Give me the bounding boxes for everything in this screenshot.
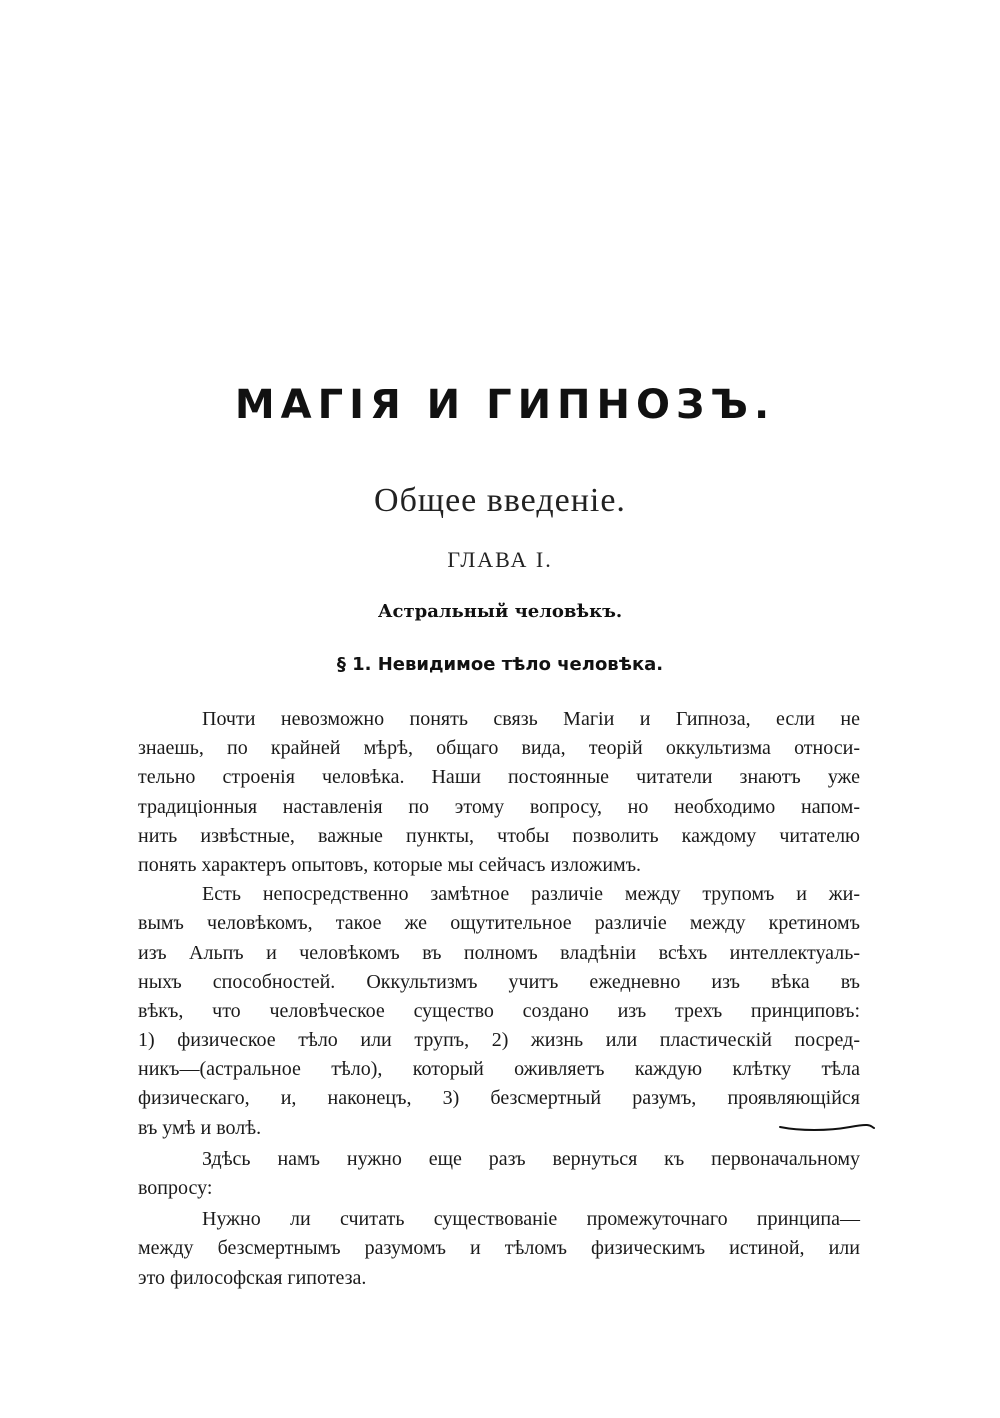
text-line: Здѣсь намъ нужно еще разъ вернуться къ первоначальному: [202, 1147, 860, 1170]
text-line: вѣкъ, что человѣческое существо создано изъ трехъ принциповъ:: [138, 999, 860, 1022]
text-line: ныхъ способностей. Оккультизмъ учитъ ежедневно изъ вѣка въ: [138, 970, 860, 993]
text-line: традиціонныя наставленія по этому вопросу, но необходимо напом-: [138, 795, 860, 818]
text-line: знаешь, по крайней мѣрѣ, общаго вида, теорій оккультизма относи-: [138, 737, 860, 760]
text-line: Почти невозможно понять связь Магіи и Гипноза, если не: [202, 708, 860, 730]
text-line: это философская гипотеза.: [138, 1266, 367, 1289]
text-line: тельно строенія человѣка. Наши постоянные читатели знаютъ уже: [138, 766, 860, 789]
body-text: [138, 705, 860, 1293]
text-line: 1) физическое тѣло или трупъ, 2) жизнь или пластическій посред-: [138, 1029, 860, 1052]
text-line: Есть непосредственно замѣтное различіе между трупомъ и жи-: [202, 883, 860, 906]
section-heading: Астральный человѣкъ.: [377, 601, 623, 622]
page-title: МАГІЯ И ГИПНОЗЪ.: [234, 382, 776, 428]
text-line: Нужно ли считать существованіе промежуточнаго принципа—: [202, 1208, 860, 1231]
text-line: изъ Альпъ и человѣкомъ въ полномъ владѣніи всѣхъ интеллектуаль-: [138, 941, 860, 964]
handwritten-underline-mark: [778, 1121, 876, 1133]
text-line: въ умѣ и волѣ.: [138, 1116, 262, 1139]
text-line: вымъ человѣкомъ, такое же ощутительное различіе между кретиномъ: [138, 912, 860, 935]
paragraph-heading: § 1. Невидимое тѣло человѣка.: [336, 654, 664, 675]
text-line: вопросу:: [138, 1177, 213, 1199]
text-line: понять характеръ опытовъ, которые мы сейчасъ изложимъ.: [138, 853, 642, 876]
text-line: нить извѣстные, важные пункты, чтобы позволить каждому читателю: [138, 824, 860, 847]
subtitle: Общее введеніе.: [374, 482, 626, 519]
chapter-label: ГЛАВА I.: [447, 547, 553, 572]
text-line: никъ—(астральное тѣло), который оживляетъ каждую клѣтку тѣла: [138, 1058, 860, 1081]
text-line: между безсмертнымъ разумомъ и тѣломъ физическимъ истиной, или: [138, 1237, 860, 1260]
text-line: физическаго, и, наконецъ, 3) безсмертный разумъ, проявляющійся: [138, 1087, 860, 1110]
